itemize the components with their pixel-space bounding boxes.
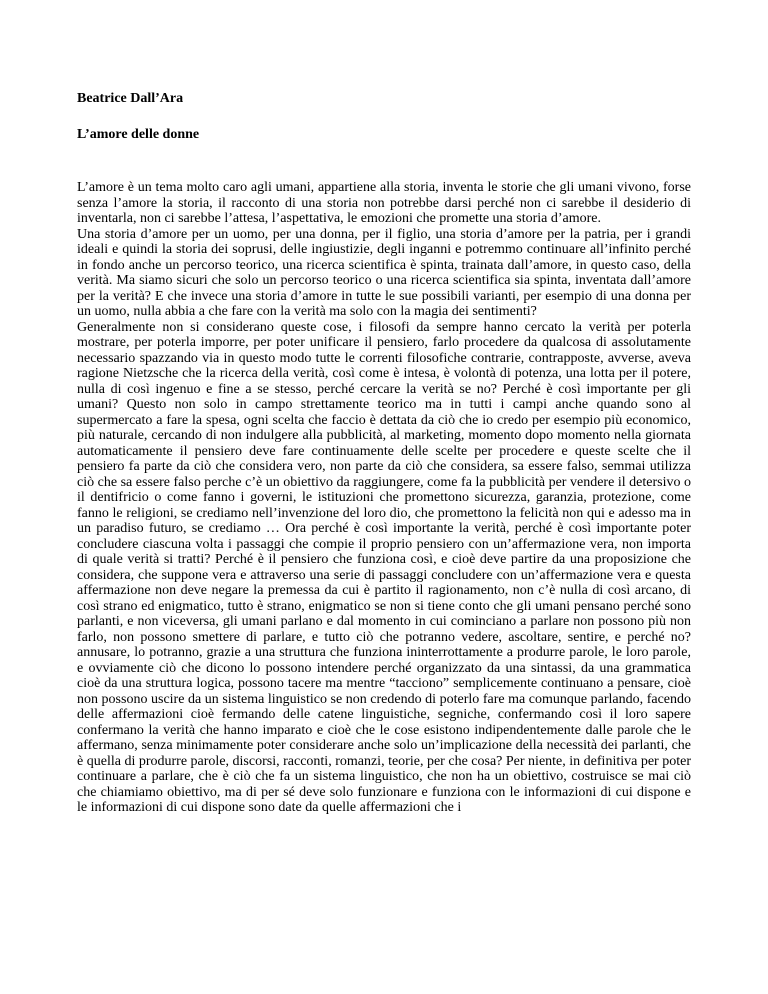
document-title: L’amore delle donne bbox=[77, 127, 200, 142]
document-body bbox=[77, 180, 691, 816]
paragraph: Una storia d’amore per un uomo, per una donna, per il figlio, una storia d’amore per la patria, per i grandi ideali e quindi la storia dei soprusi, delle ingiustizie, degli inganni e potremmo continuare all’infinito perché in fondo anche un percorso teorico, una ricerca scientifica è spinta, trainata dall’amore, in questo caso, della verità. Ma siamo sicuri che solo un percorso teorico o una ricerca scientifica sia spinta, inventata dall’amore per la verità? E che invece una storia d’amore in tutte le sue possibili varianti, per esempio di una donna per un uomo, nulla abbia a che fare con la verità ma solo con la magia dei sentimenti? bbox=[77, 226, 691, 319]
paragraph: Generalmente non si considerano queste cose, i filosofi da sempre hanno cercato la verità per poterla mostrare, per poterla imporre, per poter unificare il pensiero, farlo procedere da qualcosa di assolutamente necessario spazzando via in questo modo tutte le correnti filosofiche contrarie, contrapposte, avverse, aveva ragione Nietzsche che la ricerca della verità, così come è intesa, è volontà di potenza, una lotta per il potere, nulla di così ingenuo e fine a se stesso, perché cercare la verità se no? Perché è così importante per gli umani? Questo non solo in campo strettamente teorico ma in tutti i campi anche quando sono al supermercato a fare la spesa, ogni scelta che faccio è dettata da ciò che io credo per esempio più economico, più naturale, cercando di non indulgere alla pubblicità, al marketing, momento dopo momento nella giornata automaticamente il pensiero deve fare continuamente delle scelte per procedere e queste scelte che il pensiero fa parte da ciò che considera vero, non parte da ciò che considera, sa essere falso, semmai utilizza ciò che sa essere falso perche c’è un obiettivo da raggiungere, come fa la pubblicità per vendere il detersivo o il dentifricio o come fanno i governi, le istituzioni che promettono sicurezza, garanzia, protezione, come fanno le religioni, se crediamo nell’invenzione del loro dio, che promettono la felicità non qui e adesso ma in un paradiso futuro, se crediamo … Ora perché è così importante la verità, perché è così importante poter concludere ciascuna volta i passaggi che compie il proprio pensiero con un’affermazione vera, non importa di quale verità si tratti? Perché è il pensiero che funziona così, e cioè deve partire da una proposizione che considera, che suppone vera e attraverso una serie di passaggi concludere con un’affermazione vera e questa affermazione non deve negare la premessa da cui è partito il ragionamento, non c’è nulla di così arcano, di così strano ed enigmatico, tutto è strano, enigmatico se non si tiene conto che gli umani pensano perché sono parlanti, e non viceversa, gli umani parlano e dal momento in cui cominciano a parlare non possono più non farlo, non possono smettere di parlare, e tutto ciò che potranno vedere, ascoltare, sentire, e perché no? annusare, lo potranno, grazie a una struttura che funziona ininterrottamente a produrre parole, le loro parole, e ovviamente ciò che dicono lo possono intendere perché organizzato da una sintassi, da una grammatica cioè da una struttura logica, possono tacere ma mentre “tacciono” semplicemente continuano a pensare, cioè non possono uscire da un sistema linguistico se non credendo di poterlo fare ma comunque parlando, facendo delle affermazioni cioè fermando delle catene linguistiche, segniche, confermando così il loro sapere confermano la verità che hanno imparato e cioè che le cose esistono indipendentemente dalle parole che le affermano, senza minimamente poter considerare anche solo un’implicazione della necessità dei parlanti, che è quella di produrre parole, discorsi, racconti, romanzi, teorie, per che cosa? Per niente, in definitiva per poter continuare a parlare, che è ciò che fa un sistema linguistico, che non ha un obiettivo, costruisce se mai ciò che chiamiamo obiettivo, ma di per sé deve solo funzionare e funziona con le informazioni di cui dispone e le informazioni di cui dispone sono date da quelle affermazioni che i bbox=[77, 319, 691, 815]
author-name: Beatrice Dall’Ara bbox=[77, 91, 184, 106]
document-page bbox=[77, 91, 691, 816]
paragraph: L’amore è un tema molto caro agli umani, appartiene alla storia, inventa le storie che gli umani vivono, forse senza l’amore la storia, il racconto di una storia non potrebbe darsi perché non ci sarebbe il desiderio di inventarla, non ci sarebbe l’attesa, l’aspettativa, le emozioni che promette una storia d’amore. bbox=[77, 180, 691, 226]
